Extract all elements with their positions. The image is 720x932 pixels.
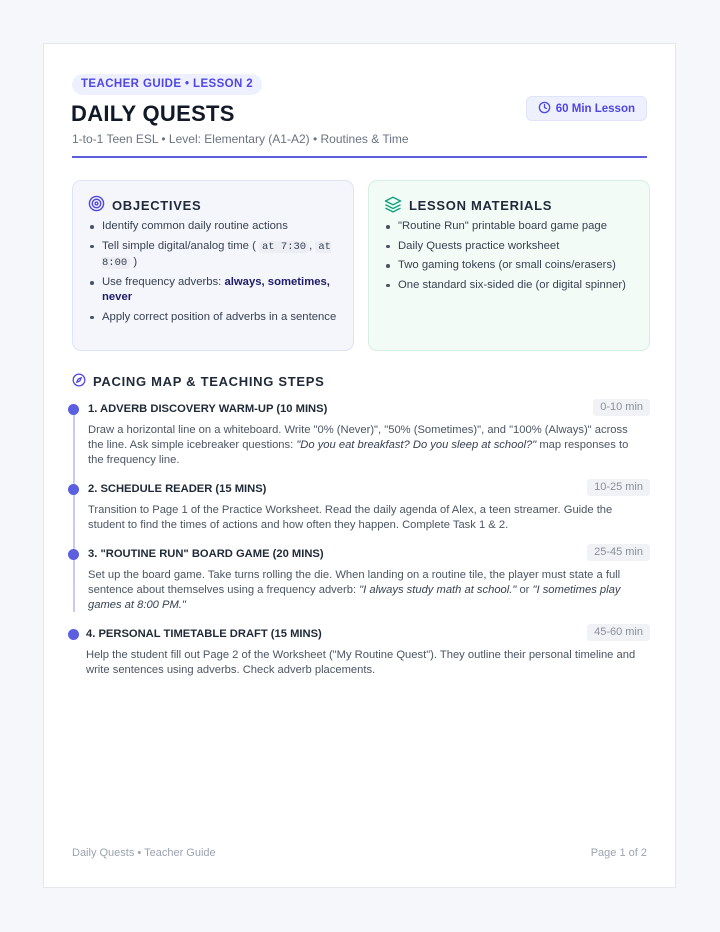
- lesson-badge: TEACHER GUIDE • LESSON 2: [72, 74, 262, 95]
- page-title: DAILY QUESTS: [71, 101, 235, 126]
- objectives-header: [88, 195, 201, 215]
- clock-icon: [538, 101, 551, 117]
- time-pill: 10-25 min: [587, 479, 650, 496]
- step-body: Draw a horizontal line on a whiteboard. Write "0% (Never)", "50% (Sometimes)", and "100% (Always)" across the line. Ask simple icebreaker questions: "Do you eat breakfast? Do you sleep at school?" map responses to the frequency line.: [88, 424, 629, 466]
- step-body: Help the student fill out Page 2 of the Worksheet ("My Routine Quest"). They outline their personal timeline and write sentences using adverbs. Check adverb placements.: [86, 649, 636, 676]
- code-time-2: at 8:00: [102, 240, 331, 269]
- timeline-dot: [68, 549, 79, 560]
- material-item: Daily Quests practice worksheet: [384, 239, 637, 254]
- materials-card: [368, 180, 650, 351]
- step-body: Set up the board game. Take turns rolling the die. When landing on a routine tile, the player must state a full sentence about themselves using a frequency adverb: "I always study math at school." or "I sometimes play games at 8:00 PM.": [88, 569, 621, 611]
- duration-badge: [526, 96, 647, 121]
- page-number: Page 1 of 2: [590, 847, 647, 859]
- objectives-list: [88, 219, 341, 329]
- materials-header: [384, 195, 552, 216]
- objective-item: Apply correct position of adverbs in a sentence: [88, 310, 341, 325]
- time-pill: 45-60 min: [587, 624, 650, 641]
- timeline-line: [73, 409, 75, 612]
- material-item: "Routine Run" printable board game page: [384, 219, 637, 234]
- materials-list: [384, 219, 637, 297]
- layers-icon: [384, 195, 402, 216]
- time-pill: 25-45 min: [587, 544, 650, 561]
- code-time-1: at 7:30: [259, 241, 309, 253]
- step-body: Transition to Page 1 of the Practice Worksheet. Read the daily agenda of Alex, a teen streamer. Guide the student to find the times of actions and how often they happen. Complete Task 1 & 2.: [88, 504, 613, 531]
- step-title: 3. "ROUTINE RUN" BOARD GAME (20 MINS): [88, 548, 324, 560]
- objective-item: Use frequency adverbs: always, sometimes, never: [88, 275, 341, 305]
- quote: "I sometimes play games at 8:00 PM.": [88, 584, 621, 611]
- timeline-dot: [68, 484, 79, 495]
- header-divider: [72, 156, 647, 158]
- footer-left: Daily Quests • Teacher Guide: [72, 847, 216, 859]
- pacing-title: PACING MAP & TEACHING STEPS: [93, 374, 325, 389]
- objective-item: Tell simple digital/analog time ( at 7:30 , at 8:00 ): [88, 239, 341, 271]
- pacing-header: [72, 373, 325, 390]
- target-icon: [88, 195, 105, 215]
- duration-label: 60 Min Lesson: [555, 102, 635, 115]
- page-subtitle: 1-to-1 Teen ESL • Level: Elementary (A1-A2) • Routines & Time: [72, 132, 409, 146]
- objectives-title: OBJECTIVES: [112, 197, 202, 213]
- quote: "I always study math at school.": [359, 584, 517, 596]
- compass-icon: [72, 373, 86, 390]
- timeline-dot: [68, 629, 79, 640]
- objective-item: Identify common daily routine actions: [88, 219, 341, 234]
- time-pill: 0-10 min: [593, 399, 650, 416]
- step-title: 1. ADVERB DISCOVERY WARM-UP (10 MINS): [88, 403, 328, 415]
- adverbs-highlight: always, sometimes, never: [102, 276, 330, 303]
- page: [43, 43, 676, 888]
- materials-title: LESSON MATERIALS: [409, 198, 553, 213]
- step-title: 4. PERSONAL TIMETABLE DRAFT (15 MINS): [86, 628, 322, 640]
- step-title: 2. SCHEDULE READER (15 MINS): [88, 483, 267, 495]
- objectives-card: [72, 180, 354, 351]
- quote: "Do you eat breakfast? Do you sleep at school?": [296, 439, 537, 451]
- material-item: One standard six-sided die (or digital spinner): [384, 278, 637, 293]
- timeline-dot: [68, 404, 79, 415]
- material-item: Two gaming tokens (or small coins/erasers): [384, 258, 637, 273]
